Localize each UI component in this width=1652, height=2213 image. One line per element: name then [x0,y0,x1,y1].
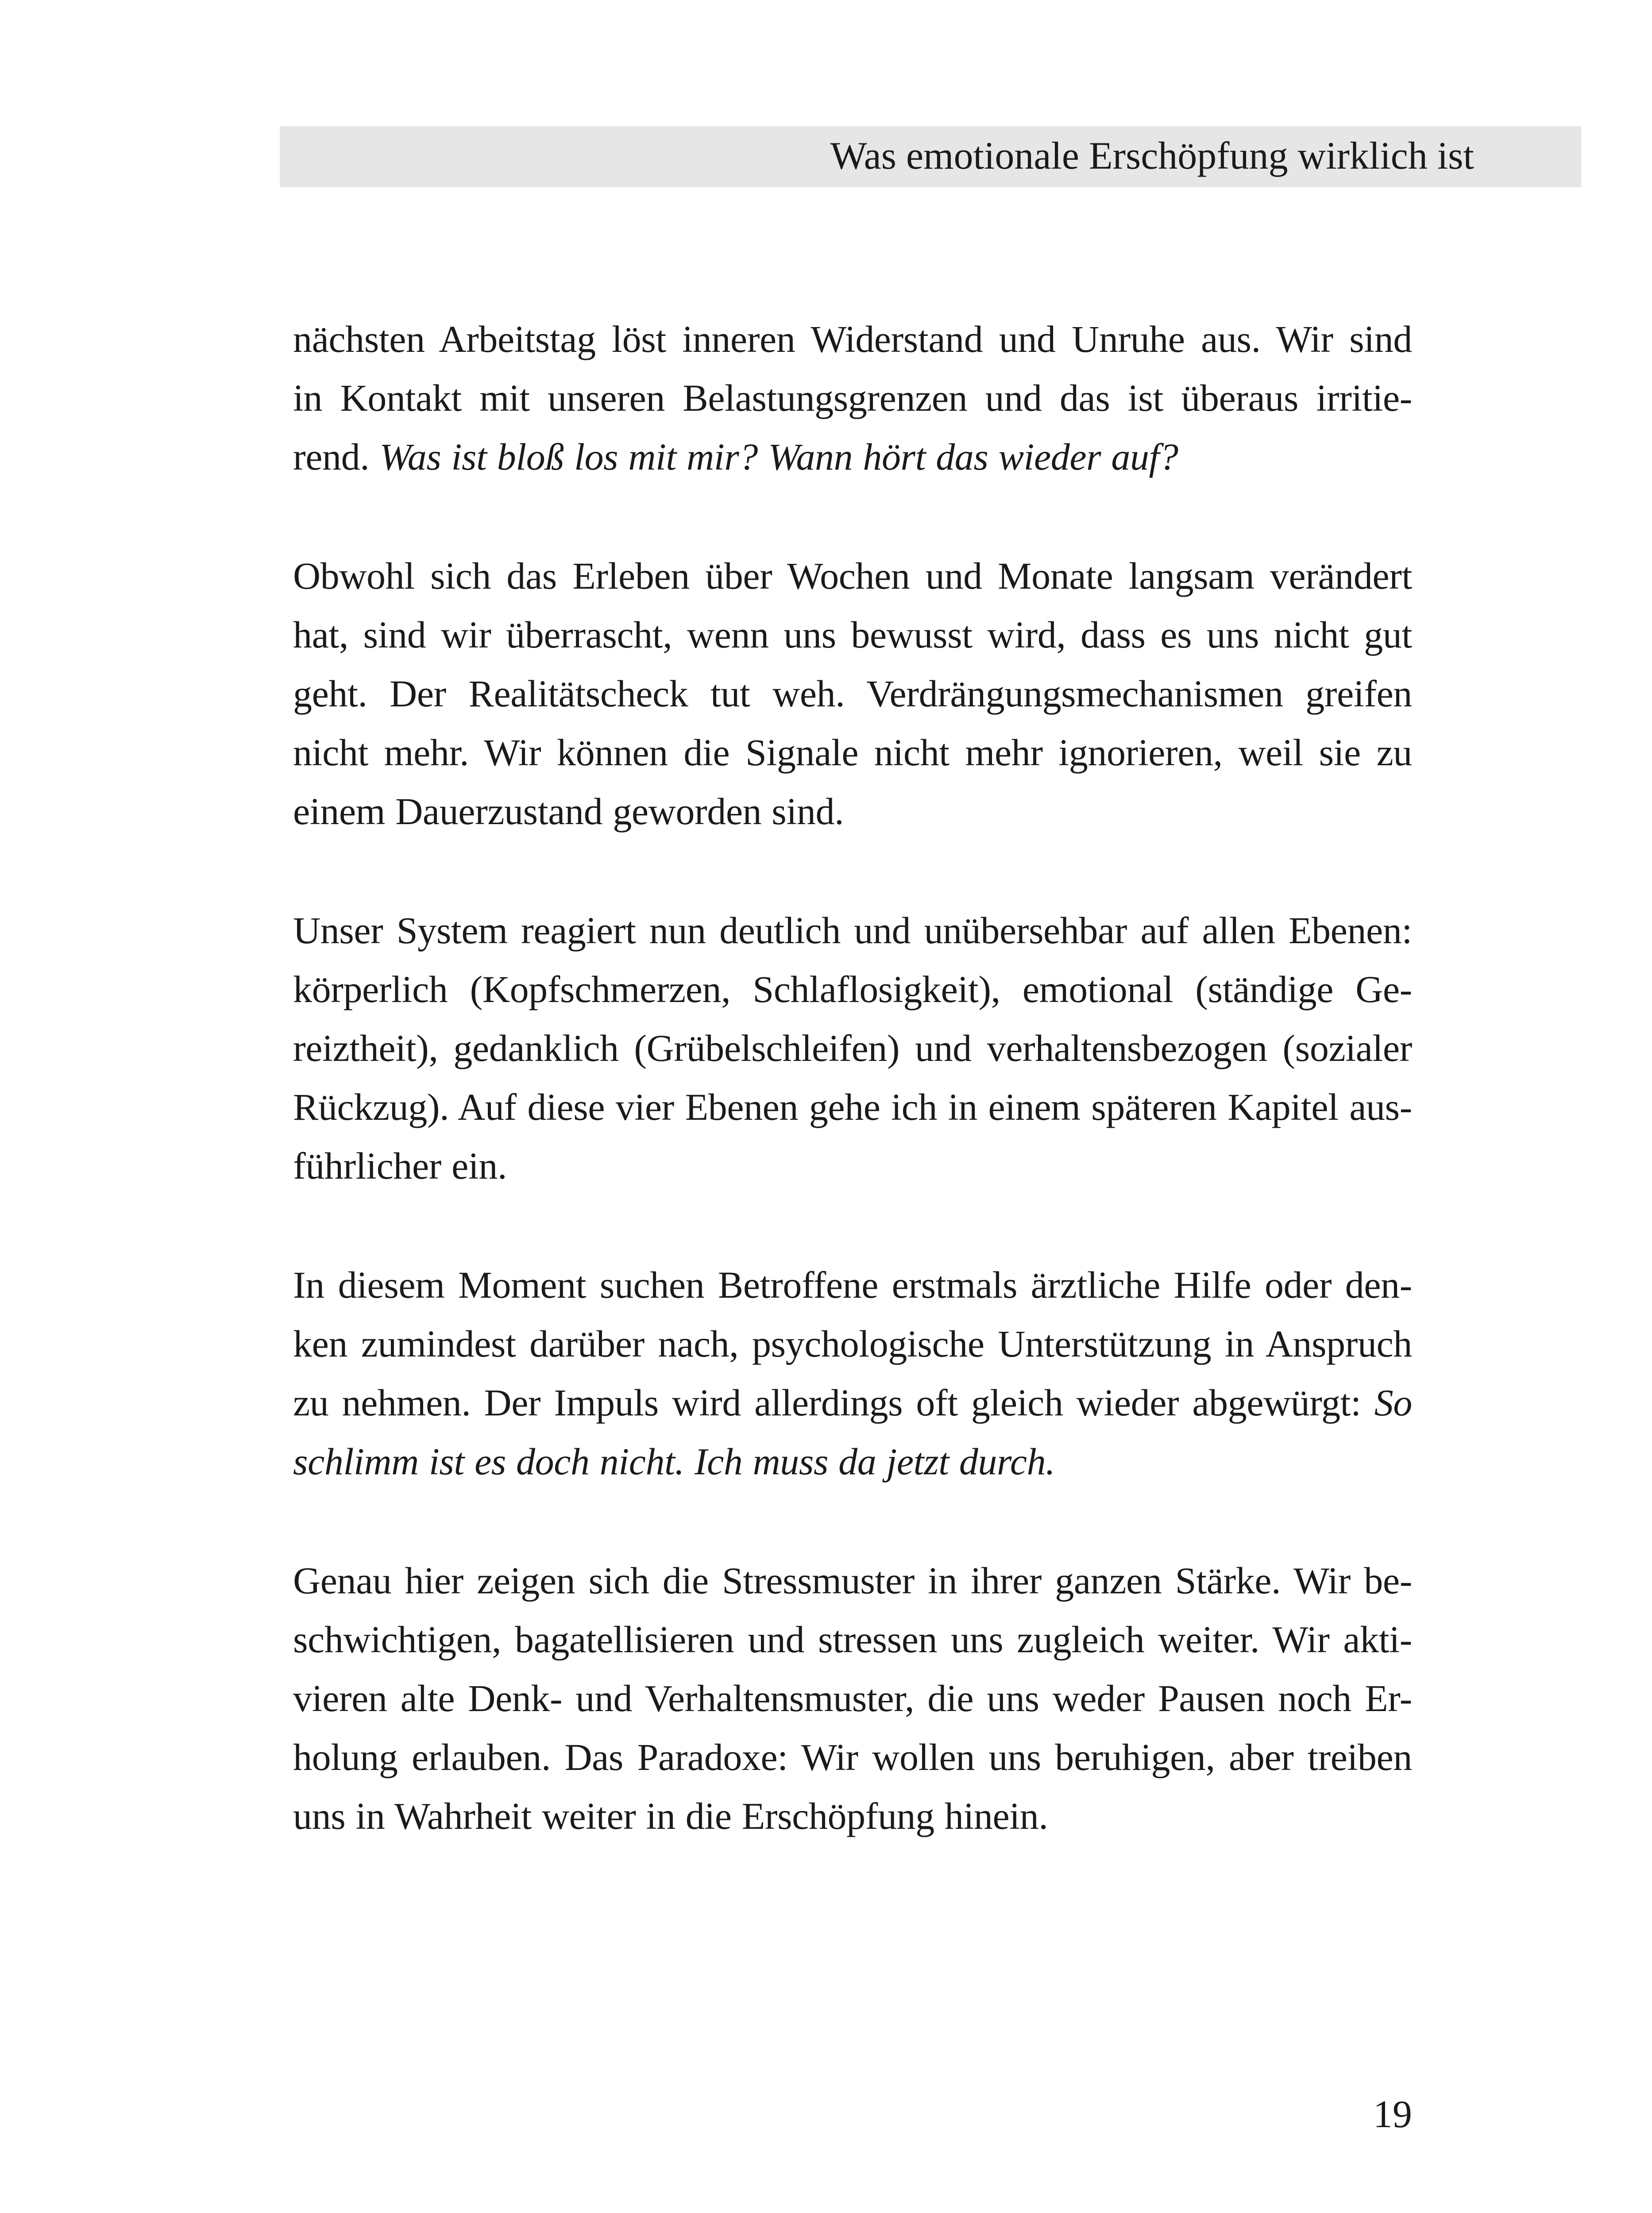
body-text [293,310,1412,1906]
text-line: rend. Was ist bloß los mit mir? Wann hört das wieder auf? [293,436,1178,478]
page-number: 19 [1373,2093,1412,2136]
paragraph [293,1551,1412,1846]
text-line: ken zumindest darüber nach, psychologische Unterstützung in Anspruch [293,1322,1412,1365]
text-line: nächsten Arbeitstag löst inneren Widerstand und Unruhe aus. Wir sind [293,318,1412,360]
text-line: körperlich (Kopfschmerzen, Schlaflosigkeit), emotional (ständige Ge- [293,968,1412,1010]
text-line: in Kontakt mit unseren Belastungsgrenzen und das ist überaus irritie- [293,377,1412,419]
text-line: Rückzug). Auf diese vier Ebenen gehe ich in einem späteren Kapitel aus- [293,1086,1412,1128]
paragraph [293,310,1412,486]
paragraph [293,1256,1412,1491]
text-line: führlicher ein. [293,1145,507,1187]
italic-text: So [1374,1381,1412,1424]
text-line: Unser System reagiert nun deutlich und unübersehbar auf allen Ebenen: [293,909,1412,952]
text-line: zu nehmen. Der Impuls wird allerdings oft gleich wieder abgewürgt: So [293,1381,1412,1424]
running-header-title: Was emotionale Erschöpfung wirklich ist [830,135,1474,177]
text-line: einem Dauerzustand geworden sind. [293,790,844,833]
text-line: In diesem Moment suchen Betroffene erstmals ärztliche Hilfe oder den- [293,1264,1412,1306]
italic-text: schlimm ist es doch nicht. Ich muss da jetzt durch. [293,1440,1055,1483]
paragraph [293,547,1412,841]
text-line: schwichtigen, bagatellisieren und stressen uns zugleich weiter. Wir akti- [293,1618,1412,1661]
text-line: Obwohl sich das Erleben über Wochen und Monate langsam verändert [293,555,1412,597]
text-line [293,1432,1412,1491]
text-line: holung erlauben. Das Paradoxe: Wir wollen uns beruhigen, aber treiben [293,1736,1412,1778]
text-line: hat, sind wir überrascht, wenn uns bewusst wird, dass es uns nicht gut [293,613,1412,656]
text-line: vieren alte Denk- und Verhaltensmuster, die uns weder Pausen noch Er- [293,1677,1412,1720]
text-line: reiztheit), gedanklich (Grübelschleifen) und verhaltensbezogen (sozialer [293,1027,1412,1069]
text-line: Genau hier zeigen sich die Stressmuster in ihrer ganzen Stärke. Wir be- [293,1559,1412,1602]
text-line: geht. Der Realitätscheck tut weh. Verdrängungsmechanismen greifen [293,672,1412,715]
paragraph [293,901,1412,1195]
text-line: uns in Wahrheit weiter in die Erschöpfung hinein. [293,1795,1048,1837]
italic-text: Was ist bloß los mit mir? Wann hört das wieder auf? [379,436,1178,478]
text-line: nicht mehr. Wir können die Signale nicht mehr ignorieren, weil sie zu [293,731,1412,774]
